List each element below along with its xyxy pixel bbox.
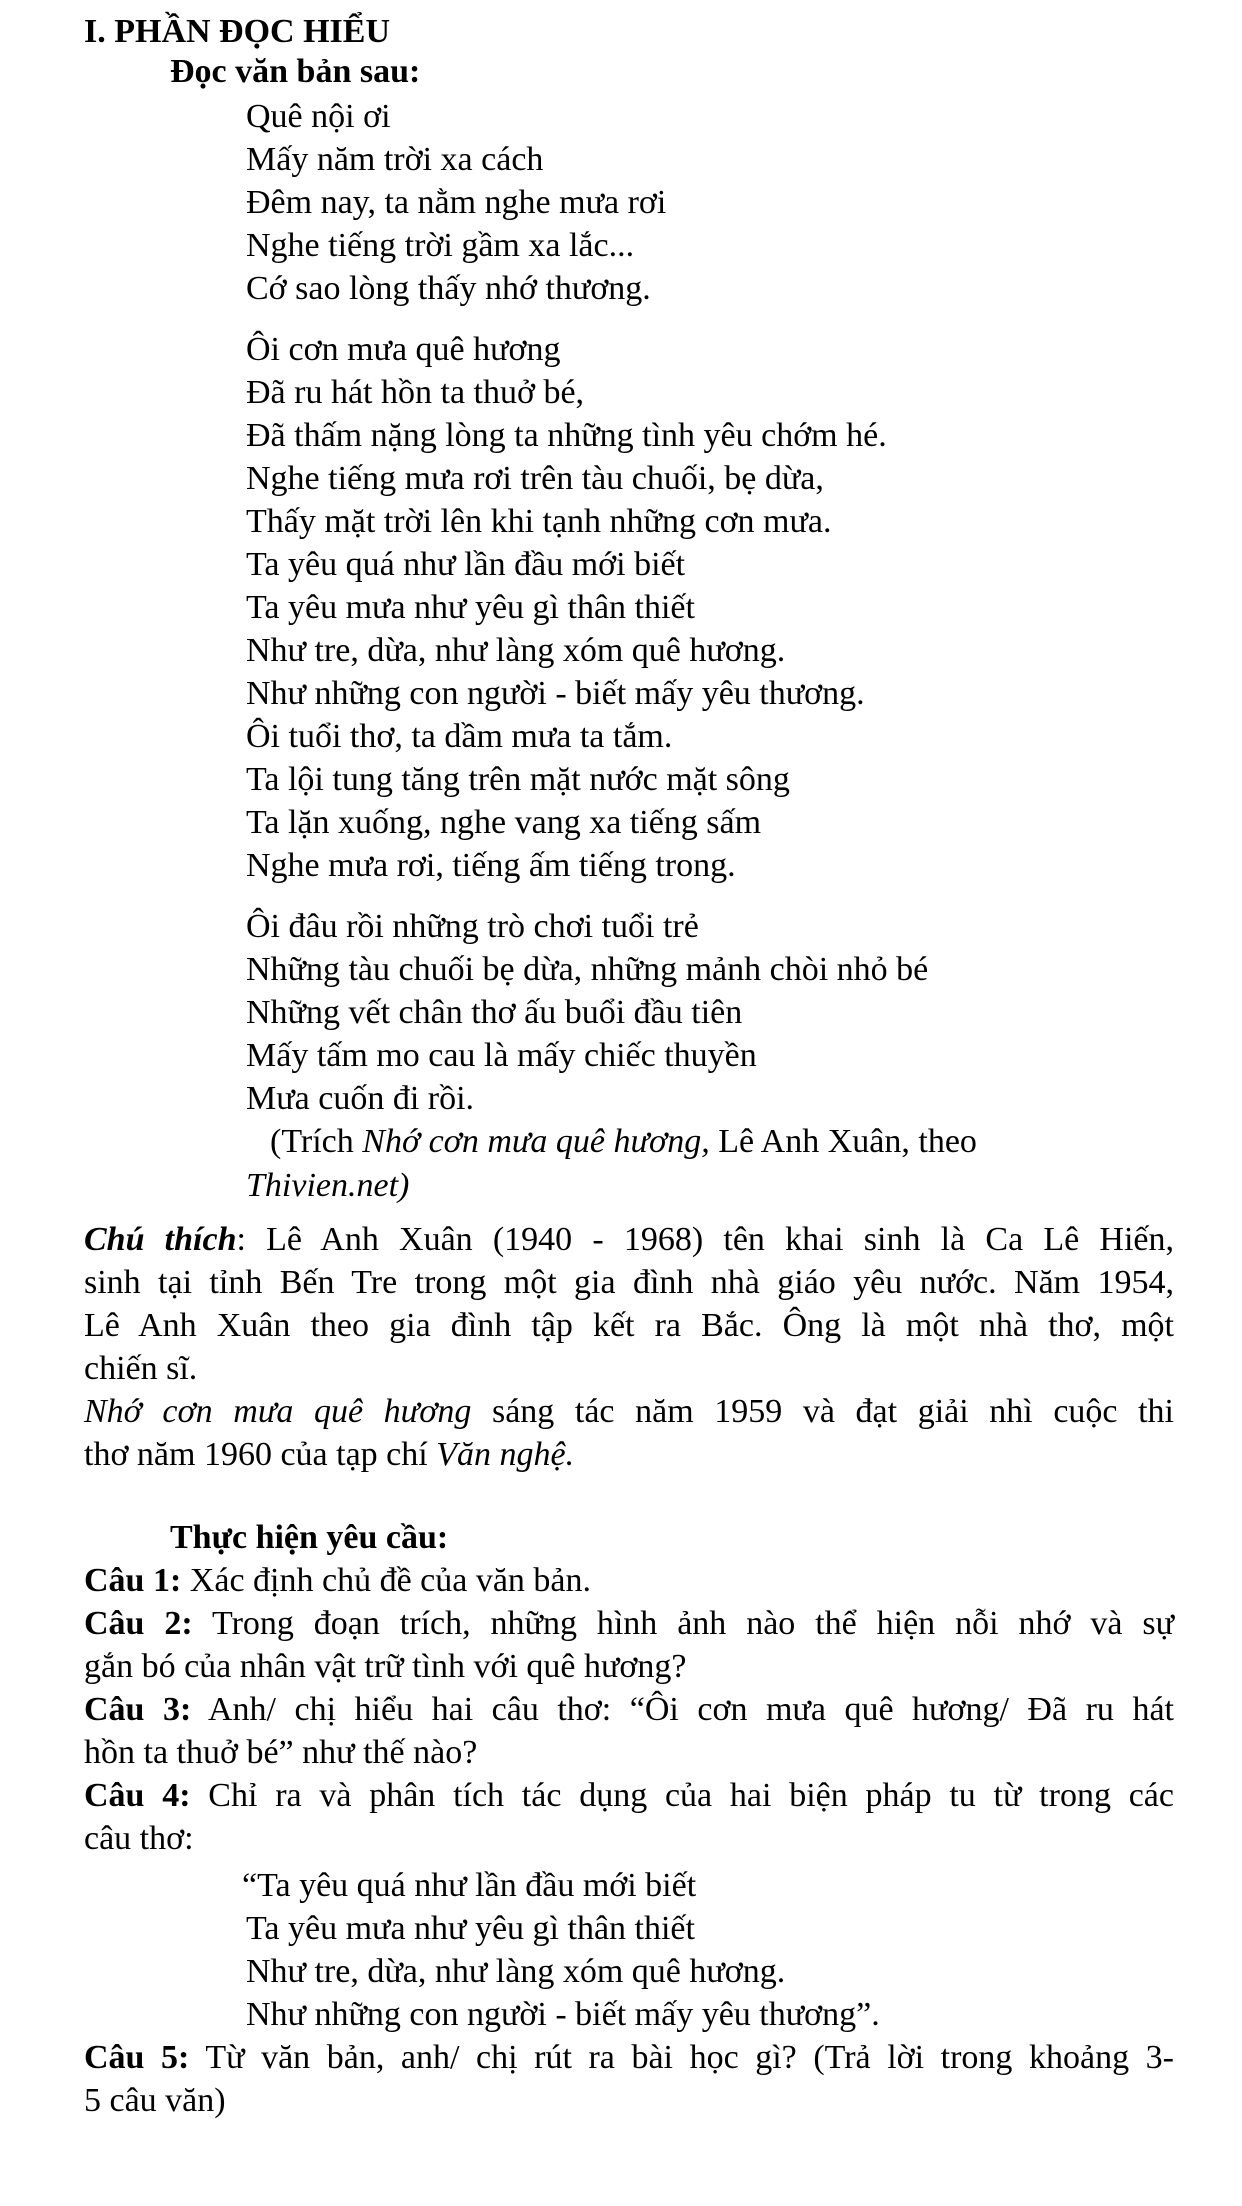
question-3: Câu 3: Anh/ chị hiểu hai câu thơ: “Ôi cơn mưa quê hương/ Đã ru hát (84, 1691, 1174, 1728)
tasks-heading: Thực hiện yêu cầu: (170, 1519, 449, 1556)
poem-line: Ôi cơn mưa quê hương (246, 331, 561, 368)
poem-line: Những tàu chuối bẹ dừa, những mảnh chòi nhỏ bé (246, 951, 929, 988)
question-4-cont: câu thơ: (84, 1820, 194, 1857)
reading-intro: Đọc văn bản sau: (170, 53, 421, 90)
question-5-cont: 5 câu văn) (84, 2082, 226, 2119)
quote-line: Như những con người - biết mấy yêu thương”. (246, 1996, 880, 2033)
poem-line: Như những con người - biết mấy yêu thương. (246, 675, 865, 712)
poem-line: Mưa cuốn đi rồi. (246, 1080, 475, 1117)
source-citation (270, 1122, 977, 1162)
question-label: Câu 3: (84, 1691, 192, 1728)
note-line: thơ năm 1960 của tạp chí Văn nghệ. (84, 1436, 575, 1473)
poem-line: Đã thấm nặng lòng ta những tình yêu chớm hé. (246, 417, 887, 454)
note-label: Chú thích (84, 1221, 237, 1258)
source-title: Nhớ cơn mưa quê hương, (362, 1123, 710, 1160)
poem-line: Đêm nay, ta nằm nghe mưa rơi (246, 184, 667, 221)
section-title: I. PHẦN ĐỌC HIỂU (84, 13, 391, 50)
question-label: Câu 5: (84, 2039, 190, 2076)
poem-line: Nghe tiếng mưa rơi trên tàu chuối, bẹ dừa, (246, 460, 824, 497)
note-line: chiến sĩ. (84, 1350, 198, 1387)
question-1: Câu 1: Xác định chủ đề của văn bản. (84, 1562, 592, 1599)
poem-line: Cớ sao lòng thấy nhớ thương. (246, 270, 651, 307)
note-work-title: Nhớ cơn mưa quê hương (84, 1393, 472, 1430)
note-line: Chú thích: Lê Anh Xuân (1940 - 1968) tên khai sinh là Ca Lê Hiến, (84, 1221, 1174, 1258)
question-5: Câu 5: Từ văn bản, anh/ chị rút ra bài học gì? (Trả lời trong khoảng 3- (84, 2039, 1174, 2076)
source-suffix: Lê Anh Xuân, theo (709, 1123, 977, 1160)
poem-line: Thấy mặt trời lên khi tạnh những cơn mưa. (246, 503, 832, 540)
poem-line: Nghe mưa rơi, tiếng ấm tiếng trong. (246, 847, 736, 884)
note-line: sinh tại tỉnh Bến Tre trong một gia đình nhà giáo yêu nước. Năm 1954, (84, 1264, 1174, 1301)
quote-line: Ta yêu mưa như yêu gì thân thiết (246, 1910, 695, 1947)
poem-line: Ta lội tung tăng trên mặt nước mặt sông (246, 761, 790, 798)
poem-line: Những vết chân thơ ấu buổi đầu tiên (246, 994, 743, 1031)
quote-line: Như tre, dừa, như làng xóm quê hương. (246, 1953, 786, 1990)
poem-line: Ôi tuổi thơ, ta dầm mưa ta tắm. (246, 718, 673, 755)
poem-line: Ta yêu quá như lần đầu mới biết (246, 546, 686, 583)
poem-line: Mấy năm trời xa cách (246, 141, 544, 178)
question-2: Câu 2: Trong đoạn trích, những hình ảnh nào thể hiện nỗi nhớ và sự (84, 1605, 1174, 1642)
source-site: Thivien.net) (246, 1167, 410, 1204)
source-prefix: (Trích (270, 1123, 363, 1160)
poem-line: Quê nội ơi (246, 98, 391, 135)
question-3-cont: hồn ta thuở bé” như thế nào? (84, 1734, 478, 1771)
question-label: Câu 1: (84, 1562, 182, 1599)
poem-line: Mấy tấm mo cau là mấy chiếc thuyền (246, 1037, 757, 1074)
note-line: Nhớ cơn mưa quê hương sáng tác năm 1959 và đạt giải nhì cuộc thi (84, 1393, 1175, 1430)
question-4: Câu 4: Chỉ ra và phân tích tác dụng của hai biện pháp tu từ trong các (84, 1777, 1174, 1814)
poem-line: Nghe tiếng trời gầm xa lắc... (246, 227, 635, 264)
note-magazine: Văn nghệ. (436, 1436, 575, 1473)
poem-line: Đã ru hát hồn ta thuở bé, (246, 374, 585, 411)
question-label: Câu 2: (84, 1605, 193, 1642)
poem-line: Ta yêu mưa như yêu gì thân thiết (246, 589, 695, 626)
question-2-cont: gắn bó của nhân vật trữ tình với quê hương? (84, 1648, 687, 1685)
poem-line: Như tre, dừa, như làng xóm quê hương. (246, 632, 786, 669)
poem-line: Ta lặn xuống, nghe vang xa tiếng sấm (246, 804, 762, 841)
question-label: Câu 4: (84, 1777, 191, 1814)
poem-line: Ôi đâu rồi những trò chơi tuổi trẻ (246, 908, 699, 945)
note-line: Lê Anh Xuân theo gia đình tập kết ra Bắc. Ông là một nhà thơ, một (84, 1307, 1174, 1344)
quote-line: “Ta yêu quá như lần đầu mới biết (242, 1867, 697, 1904)
